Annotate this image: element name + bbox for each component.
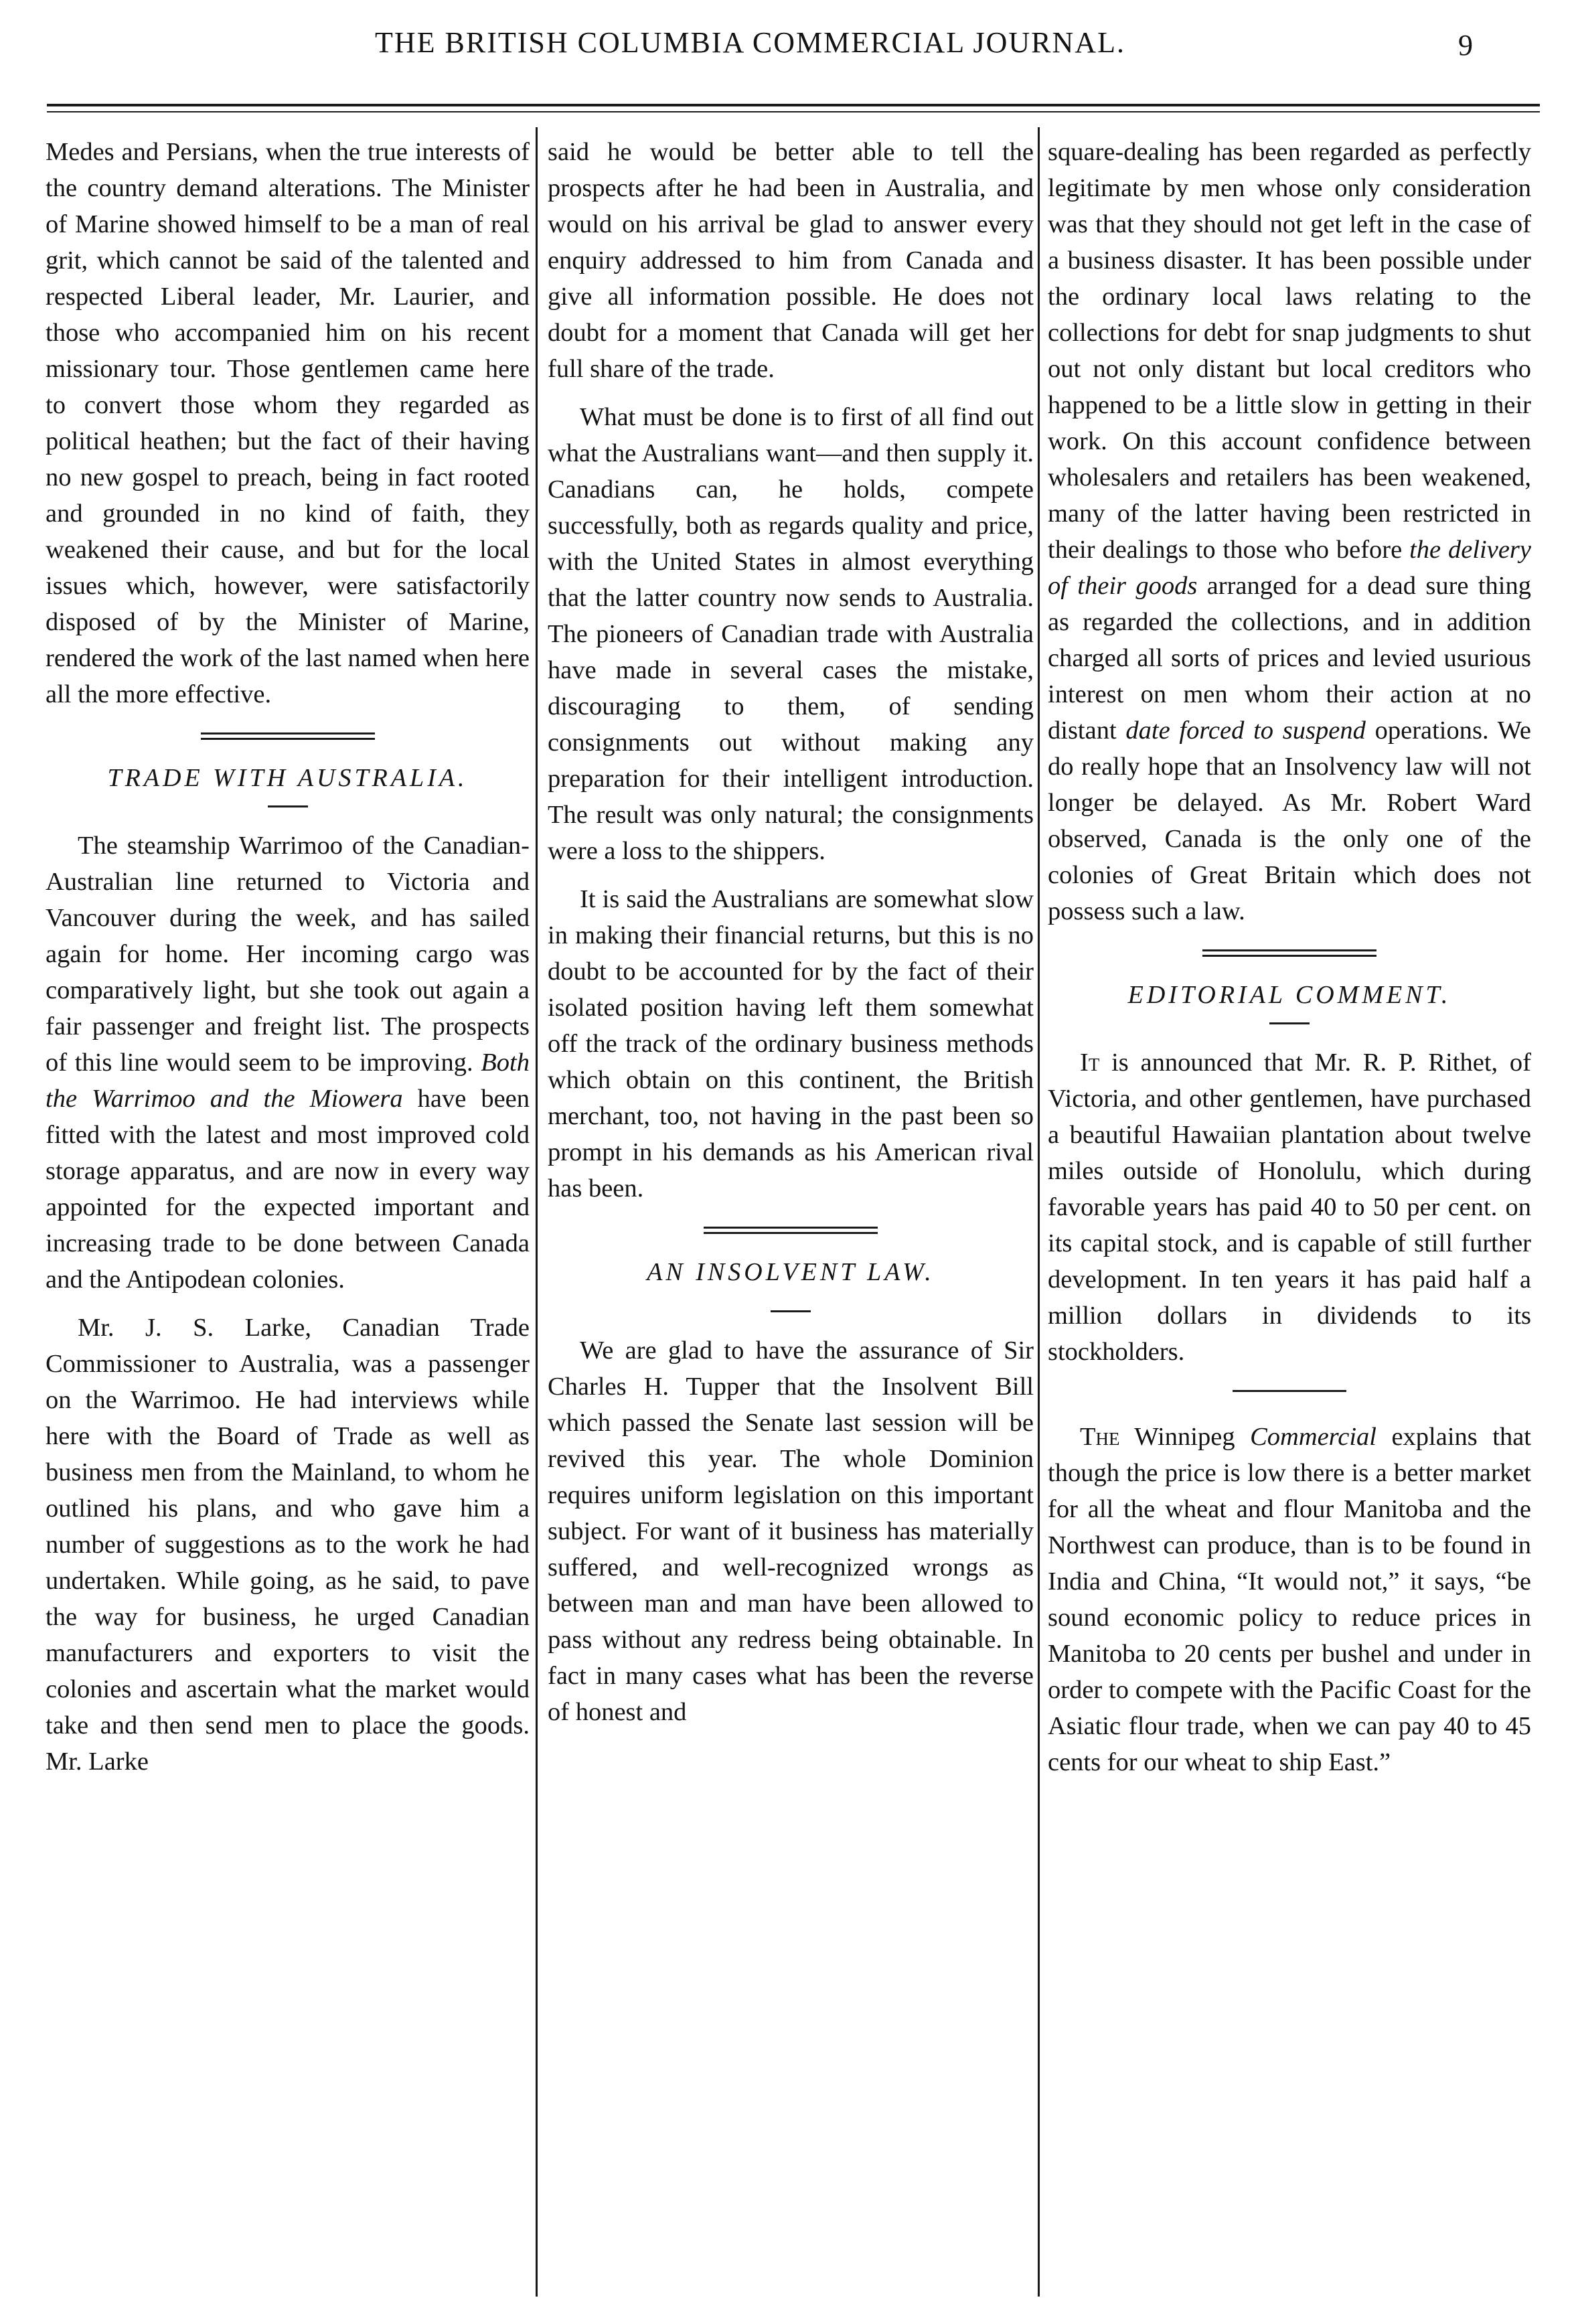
text-run: is announced that Mr. R. P. Rithet, of Victoria, and other gentlemen, have purchased a beautiful Hawaiian plantation about twelve miles outside of Honolulu, which during favorable years has paid 40 to 50 per cent. on its capital stock, and is capable of still further development. In ten years it has paid half a million dollars in dividends to its stockholders. xyxy=(1048,1049,1531,1366)
paragraph: Medes and Persians, when the true interests of the country demand alterations. The Minister of Marine showed himself to be a man of real grit, which cannot be said of the talented and respected Liberal leader, Mr. Laurier, and those who accompanied him on his recent missionary tour. Those gentlemen came here to convert those whom they regarded as political heathen; but the fact of their having no new gospel to preach, being in fact rooted and grounded in no kind of faith, they weakened their cause, and but for the local issues which, however, were satisfactorily disposed of by the Minister of Marine, rendered the work of the last named when here all the more effective. xyxy=(46,138,530,708)
separator-rule xyxy=(1233,1390,1346,1392)
paragraph: Mr. J. S. Larke, Canadian Trade Commissioner to Australia, was a passenger on the Warrimoo. He had interviews while here with the Board of Trade as well as business men from the Mainland, to whom he outlined his plans, and who gave him a number of suggestions as to the work he had undertaken. While going, as he said, to pave the way for business, he urged Canadian manufacturers and exporters to visit the colonies and ascertain what the market would take and then send men to place the goods. Mr. Larke xyxy=(46,1314,530,1776)
masthead xyxy=(0,25,1576,79)
paragraph: It is said the Australians are somewhat slow in making their financial returns, but this is no doubt to be accounted for by the fact of their isolated position having left them somewhat off the track of the ordinary business methods which obtain on this continent, the British merchant, too, not having in the past been so prompt in his demands as his American rival has been. xyxy=(548,885,1034,1203)
short-rule xyxy=(1269,1022,1310,1024)
column-divider xyxy=(1038,127,1040,2297)
paragraph: said he would be better able to tell the prospects after he had been in Australia, and would on his arrival be glad to answer every enquiry addressed to him from Canada and give all information possible. He does not doubt for a moment that Canada will get her full share of the trade. xyxy=(548,138,1034,383)
header-rule-thin xyxy=(47,111,1540,112)
section-rule xyxy=(704,1227,878,1234)
text-run: operations. We do really hope that an Insolvency law will not longer be delayed. As Mr. Robert Ward observed, Canada is the only one of the colonies of Great Britain which does not possess such a law. xyxy=(1048,716,1531,925)
column-2 xyxy=(548,134,1034,1742)
short-rule xyxy=(771,1310,811,1312)
paragraph: We are glad to have the assurance of Sir Charles H. Tupper that the Insolvent Bill which passed the Senate last session will be revived this year. The whole Dominion requires uniform legislation on this important subject. For want of it business has materially suffered, and well-recognized wrongs as between man and man have been allowed to pass without any redress being obtainable. In fact in many cases what has been the reverse of honest and xyxy=(548,1336,1034,1726)
section-heading: TRADE WITH AUSTRALIA. xyxy=(107,764,468,792)
section-rule xyxy=(1202,949,1376,957)
text-run: square-dealing has been regarded as perfectly legitimate by men whose only consideration was that they should not get left in the case of a business disaster. It has been possible under the ordinary local laws relating to the collections for debt for snap judgments to shut out not only distant but local creditors who happened to be a little slow in getting in their work. On this account confidence between wholesalers and retailers has been weakened, many of the latter having been restricted in their dealings to those who before xyxy=(1048,138,1531,564)
text-run: The steamship Warrimoo of the Canadian-Australian line returned to Victoria and Vancouver during the week, and has sailed again for home. Her incoming cargo was comparatively light, but she took out again a fair passenger and freight list. The prospects of this line would seem to be improving. xyxy=(46,832,530,1077)
paragraph xyxy=(1048,134,1531,929)
lead-word: The xyxy=(1080,1423,1120,1451)
paragraph xyxy=(1048,1044,1531,1370)
italic-run: date forced to suspend xyxy=(1125,716,1366,745)
text-run: Winnipeg xyxy=(1119,1423,1251,1451)
page-number: 9 xyxy=(1458,29,1473,62)
paragraph: What must be done is to first of all find out what the Australians want—and then supply it. Canadians can, he holds, compete successfully, both as regards quality and price, with the United States in almost everything that the latter country now sends to Australia. The pioneers of Canadian trade with Australia have made in several cases the mistake, discouraging to them, of sending consignments out without making any preparation for their intelligent introduction. The result was only natural; the consignments were a loss to the shippers. xyxy=(548,403,1034,865)
text-run: arranged for a dead sure thing as regarded the collections, and in addition charged all sorts of prices and levied usurious interest on men whom their action at no distant xyxy=(1048,572,1531,745)
lead-word: It xyxy=(1080,1049,1100,1077)
section-heading: EDITORIAL COMMENT. xyxy=(1127,981,1451,1009)
paragraph xyxy=(46,828,530,1298)
header-rule xyxy=(47,104,1540,106)
column-divider xyxy=(536,127,538,2297)
italic-run: Both the Warrimoo and the Miowera xyxy=(46,1049,530,1113)
italic-run: the delivery of their goods xyxy=(1048,536,1531,600)
text-run: explains that though the price is low there is a better market for all the wheat and flour Manitoba and the Northwest can produce, than is to be found in India and China, “It would not,” it says, “be sound economic policy to reduce prices in Manitoba to 20 cents per bushel and under in order to compete with the Pacific Coast for the Asiatic flour trade, when we can pay 40 to 45 cents for our wheat to ship East.” xyxy=(1048,1423,1531,1776)
text-run: have been fitted with the latest and most improved cold storage apparatus, and are now in every way appointed for the expected important and increasing trade to be done between Canada and the Antipodean colonies. xyxy=(46,1085,530,1294)
italic-run: Commercial xyxy=(1250,1423,1376,1451)
column-3 xyxy=(1048,134,1531,1792)
section-rule xyxy=(201,732,375,740)
running-title: THE BRITISH COLUMBIA COMMERCIAL JOURNAL. xyxy=(375,26,1125,59)
paragraph xyxy=(1048,1419,1531,1780)
short-rule xyxy=(268,805,308,807)
section-heading: AN INSOLVENT LAW. xyxy=(647,1258,935,1286)
column-1 xyxy=(46,134,530,1792)
